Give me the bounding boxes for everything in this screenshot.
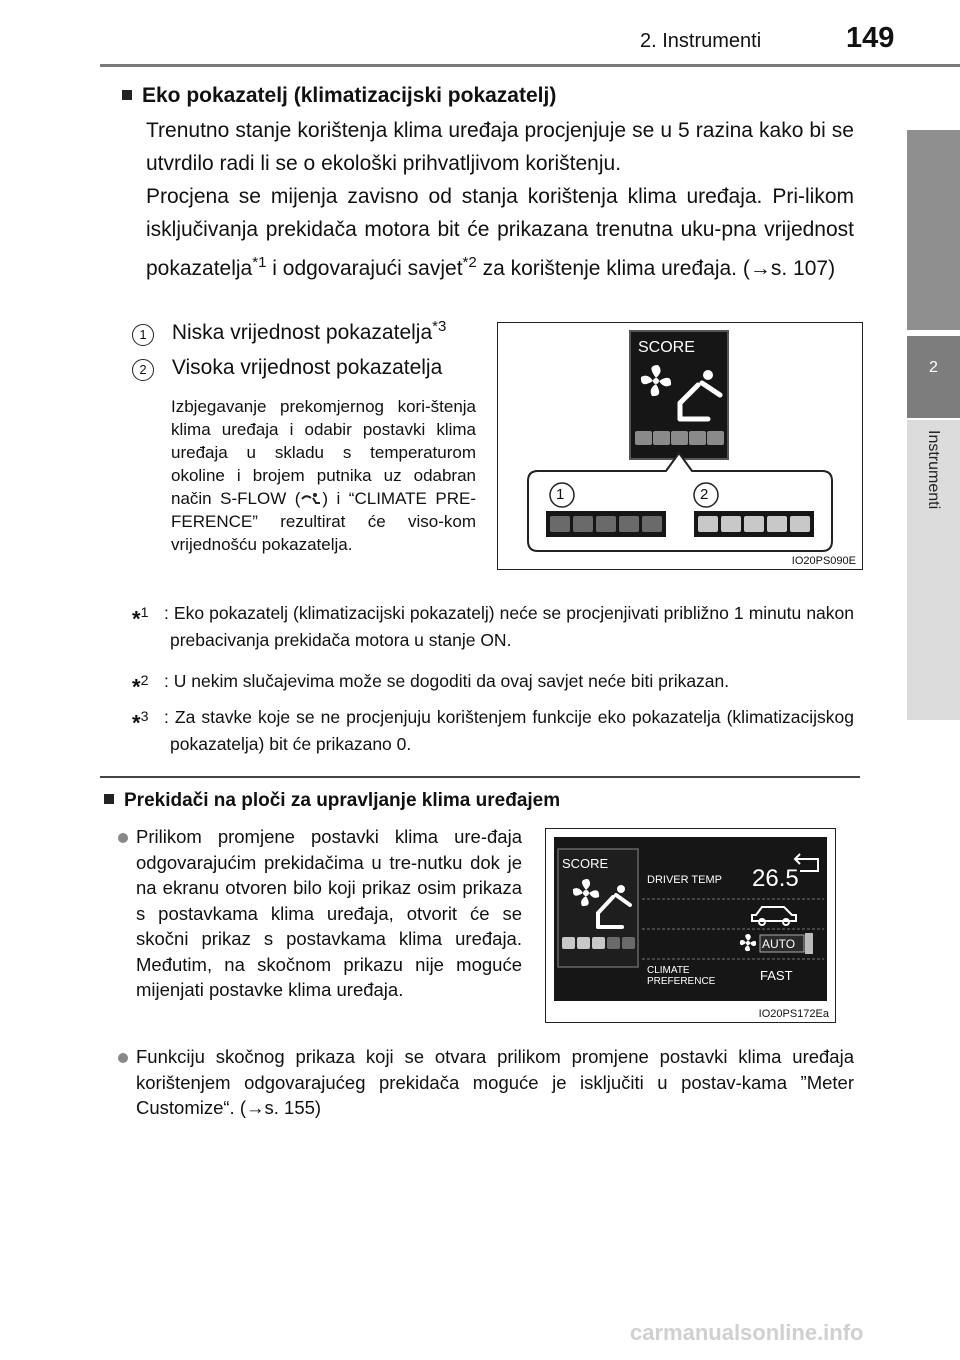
footnote-ref-2: *2 [462,254,477,271]
side-tab-label [907,420,960,720]
chapter-title: 2. Instrumenti [640,30,762,52]
callout-2: 2 [700,486,709,503]
section-heading-panel-switches [104,790,560,812]
score-cells-top [635,431,724,445]
s-flow-icon [300,490,322,506]
square-bullet-icon [122,90,132,100]
footnote-1 [132,600,854,654]
section-heading-eco-score [122,84,556,108]
number-2-icon: 2 [132,359,154,381]
paragraph-2-c: za korištenje klima uređaja. ( [476,257,750,280]
note-text-b: ) i “CLIMATE PRE-FERENCE” rezultirat će viso-kom vrijednošću pokazatelja. [171,489,476,554]
number-1-icon: 1 [132,324,154,346]
paragraph-2-b: i odgovarajući savjet [266,257,463,280]
header-rule [100,64,960,67]
list-item-high-score [132,356,442,381]
footnote-text: : U nekim slučajevima može se dogoditi da ovaj savjet neće biti prikazan. [164,671,730,691]
footnote-3 [132,704,854,758]
auto-label: AUTO [762,937,796,951]
figure-code: IO20PS172Ea [758,1008,829,1020]
page-number: 149 [846,22,895,54]
paragraph-2 [146,180,854,285]
page-reference-link[interactable]: s. 107) [770,257,836,280]
list-item-low-score [132,318,446,346]
bullet-item-2 [136,1044,854,1121]
arrow-icon: → [749,257,771,280]
side-tab-number: 2 [907,336,960,418]
high-score-note [171,395,476,556]
bullet-text: Prilikom promjene postavki klima ure-đaja odgovarajućim prekidačima u tre-nutku dok je na ekranu otvoren bilo koji prikaz osim prikaza s postavkama klima uređaja, otvorit će se skočni prikaz s postavkama klima uređaja. Međutim, na skočnom prikazu nije moguće mijenjati postavke klima uređaja. [136,826,522,1000]
section-heading-text: Prekidači na ploči za upravljanje klima uređajem [124,790,561,811]
list-item-text: Visoka vrijednost pokazatelja [171,356,443,379]
eco-score-illustration [498,323,862,569]
footnote-2 [132,668,854,700]
footnote-mark: *$^2$ [132,673,149,700]
score-label: SCORE [562,856,609,871]
footnote-mark: *$^1$ [132,605,149,632]
callout-1: 1 [556,486,565,503]
score-cells-low [546,511,666,537]
watermark: carmanualsonline.info [630,1320,864,1345]
figure-eco-score [497,322,863,570]
note-text-a: Izbjegavanje prekomjernog kori-štenja klima uređaja i odabir postavki klima uređaja u skladu s temperaturom okoline i brojem putnika uz odabran način S-FLOW ( [171,397,476,508]
climate-pref-line-1: CLIMATE [647,965,690,976]
section-heading-text: Eko pokazatelj (klimatizacijski pokazatelj) [142,84,557,107]
footnote-mark: *$^3$ [132,709,149,736]
page-reference-link[interactable]: s. 155) [264,1097,322,1118]
score-cells [562,937,635,949]
footnote-ref-1: *1 [252,254,267,271]
bullet-text-a: Funkciju skočnog prikaza koji se otvara prilikom promjene postavki klima uređaja korištenjem odgovarajućeg prekidača moguće je isključiti u postav-kama ”Meter Customize“. ( [136,1046,854,1118]
score-cells-high [694,511,814,537]
temp-value: 26.5 [752,865,799,892]
side-tab-top [907,130,960,330]
figure-climate-popup [545,828,836,1023]
footnote-ref-3: *3 [432,318,447,335]
score-label: SCORE [638,339,695,356]
bullet-icon [118,1053,128,1063]
footnote-text: : Za stavke koje se ne procjenjuju korištenjem funkcije eko pokazatelja (klimatizacijskog pokazatelja) bit će prikazano 0. [164,707,854,754]
arrow-icon: → [246,1097,265,1118]
fast-label: FAST [760,968,793,983]
climate-pref-line-2: PREFERENCE [647,976,716,987]
driver-temp-label: DRIVER TEMP [647,874,722,886]
climate-preference-label [647,965,715,987]
bullet-item-1 [136,824,522,1003]
figure-code: IO20PS090E [791,555,856,567]
side-tab-label-text: Instrumenti [925,430,942,510]
section-separator [100,776,860,778]
paragraph-1: Trenutno stanje korištenja klima uređaja procjenjuje se u 5 razina kako bi se utvrdilo radi li se o ekološki prihvatljivom korištenju. [146,119,854,175]
list-item-text: Niska vrijednost pokazatelja [171,321,433,344]
bullet-icon [118,833,128,843]
square-bullet-icon [104,794,114,804]
paragraph-2-a: Procjena se mijenja zavisno od stanja korištenja klima uređaja. Pri-likom isključivanja prekidača motora bit će prikazana trenutna uku-pna vrijednost pokazatelja [146,185,854,280]
footnote-text: : Eko pokazatelj (klimatizacijski pokazatelj) neće se procjenjivati približno 1 minutu nakon prebacivanja prekidača motora u stanje ON. [164,603,854,650]
